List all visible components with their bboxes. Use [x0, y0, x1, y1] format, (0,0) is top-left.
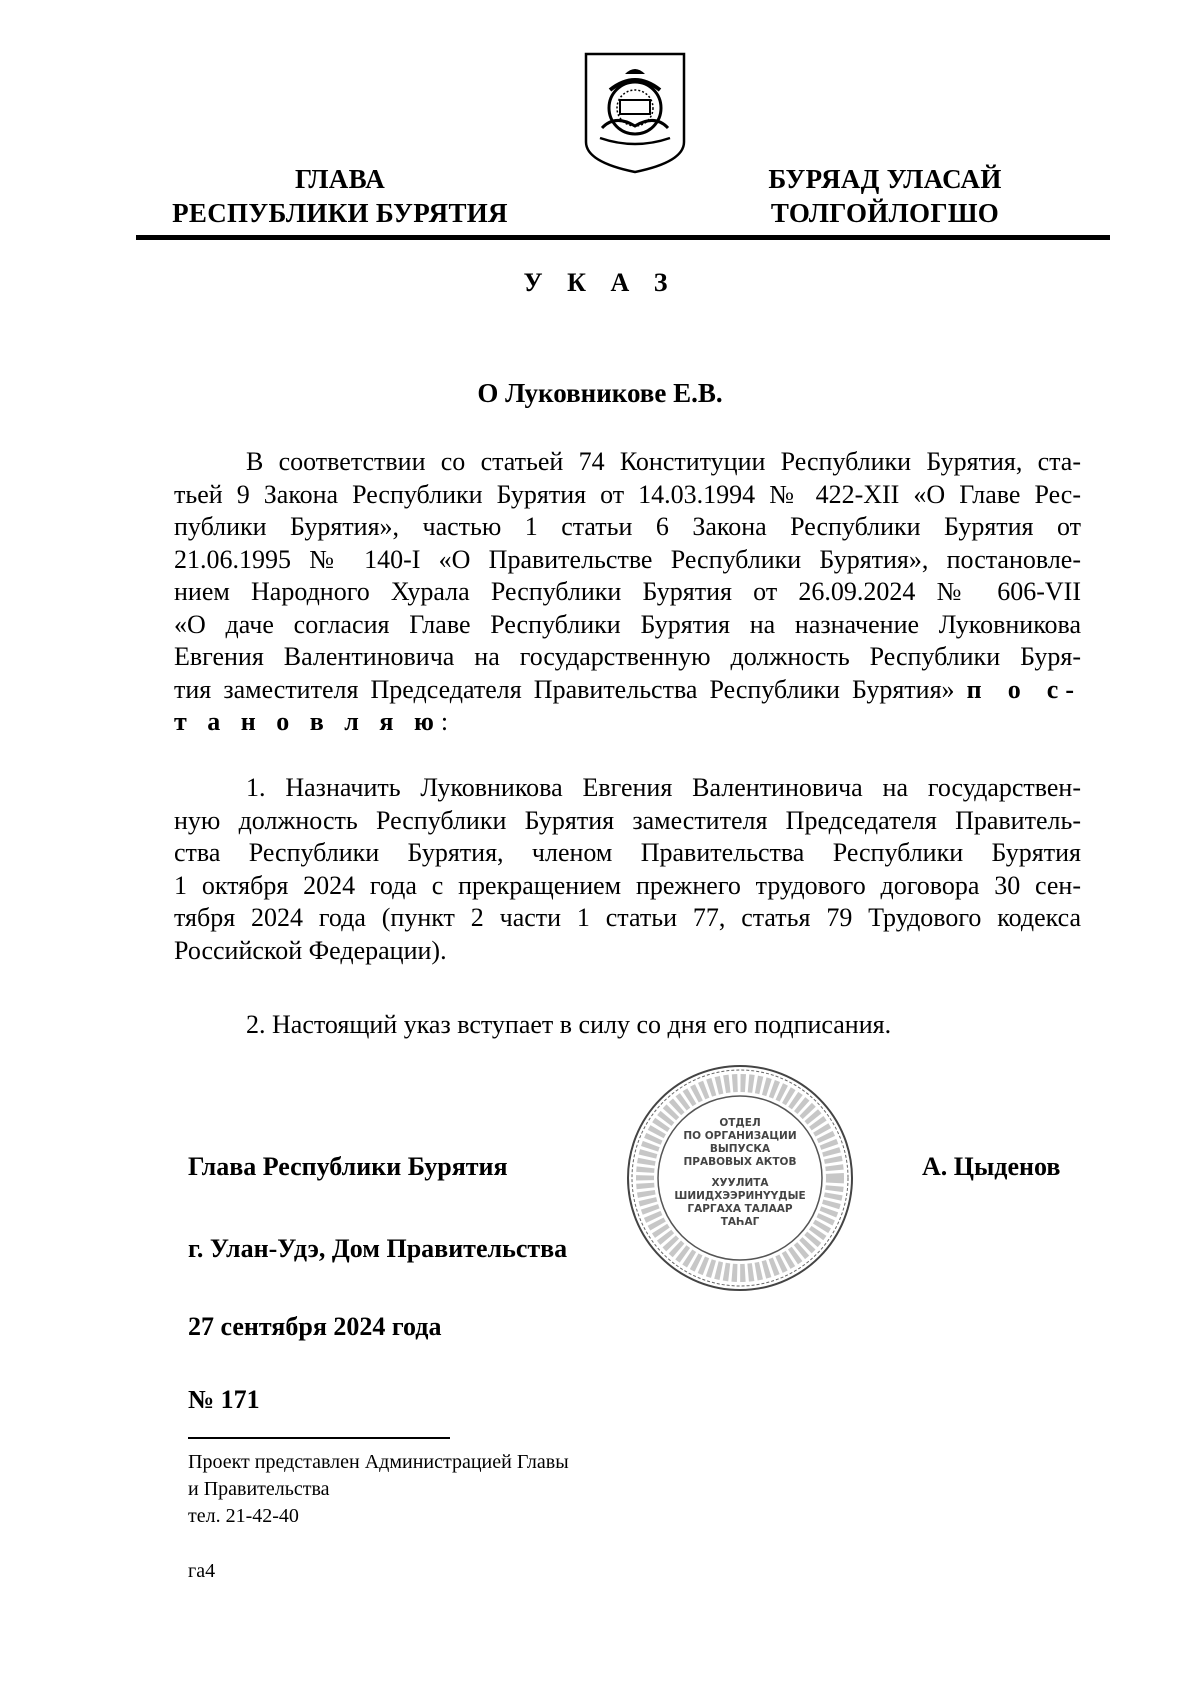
stamp-line: ОТДЕЛ: [719, 1117, 761, 1129]
header-right-line2: ТОЛГОЙЛОГШО: [770, 198, 1000, 228]
item1-line: 1 октября 2024 года с прекращением прежнего трудового договора 30 сен-: [174, 870, 1081, 900]
stamp-line: ПРАВОВЫХ АКТОВ: [683, 1156, 797, 1168]
signing-place: г. Улан-Удэ, Дом Правительства: [188, 1234, 568, 1263]
decree-word-line: [174, 706, 1081, 739]
footer-phone: тел. 21-42-40: [188, 1505, 299, 1527]
stamp-line: ПО ОРГАНИЗАЦИИ: [683, 1130, 797, 1142]
header-right-line1: БУРЯАД УЛАСАЙ: [768, 164, 1002, 194]
footer-line: и Правительства: [188, 1478, 330, 1500]
preamble-line: «О даче согласия Главе Республики Бурятия на назначение Луковникова: [174, 609, 1081, 639]
preamble-line-last: [174, 674, 1081, 707]
stamp-line: ВЫПУСКА: [709, 1143, 771, 1155]
item1-line: 1. Назначить Луковникова Евгения Валентиновича на государствен-: [246, 773, 1081, 802]
decree-item-2: 2. Настоящий указ вступает в силу со дня его подписания.: [246, 1010, 892, 1039]
stamp-line: ГАРГАХА ТАЛААР: [687, 1203, 793, 1215]
document-subject: О Луковникове Е.В.: [477, 378, 723, 408]
preamble-line: Евгения Валентиновича на государственную должность Республики Буря-: [174, 642, 1081, 671]
footer-line: Проект представлен Администрацией Главы: [188, 1451, 569, 1473]
preamble: [174, 446, 1081, 739]
preamble-line: 21.06.1995 № 140-I «О Правительстве Республики Бурятия», постановле-: [174, 544, 1081, 574]
header-rule: [136, 235, 1110, 240]
document-number: № 171: [188, 1385, 260, 1414]
document-type: У К А З: [523, 268, 677, 297]
preamble-line: В соответствии со статьей 74 Конституции Республики Бурятия, ста-: [246, 447, 1081, 476]
item1-line: Российской Федерации).: [174, 935, 447, 965]
preamble-line: публики Бурятия», частью 1 статьи 6 Закона Республики Бурятия от: [174, 512, 1081, 541]
item1-line: ную должность Республики Бурятия заместителя Председателя Правитель-: [174, 805, 1081, 835]
header-left: [160, 162, 520, 230]
footer-rule: [188, 1437, 450, 1439]
preamble-line: тия заместителя Председателя Правительства Республики Бурятия»: [174, 674, 955, 704]
header-left-line2: РЕСПУБЛИКИ БУРЯТИЯ: [172, 198, 508, 228]
stamp-line: ХУУЛИТА: [711, 1177, 769, 1189]
official-seal-icon: [624, 1062, 856, 1294]
preamble-line: нием Народного Хурала Республики Бурятия от 26.09.2024 № 606-VII: [174, 577, 1081, 606]
stamp-line: ТАҺАГ: [720, 1216, 760, 1228]
item1-line: ства Республики Бурятия, членом Правительства Республики Бурятия: [174, 838, 1081, 867]
decree-word-part1: п о с-: [966, 674, 1081, 704]
decree-colon: :: [440, 707, 449, 736]
header-left-line1: ГЛАВА: [294, 164, 386, 194]
stamp-line: ШИИДХЭЭРИНҮҮДЫЕ: [674, 1190, 806, 1202]
decree-item-1: [174, 772, 1081, 967]
signature-name: А. Цыденов: [922, 1152, 1061, 1181]
decree-word-part2: т а н о в л я ю: [174, 707, 441, 736]
preamble-line: тьей 9 Закона Республики Бурятия от 14.03.1994 № 422-XII «О Главе Рес-: [174, 479, 1081, 509]
signing-date: 27 сентября 2024 года: [188, 1312, 442, 1341]
document-code: га4: [188, 1560, 216, 1582]
signature-title: Глава Республики Бурятия: [188, 1152, 508, 1181]
coat-of-arms-icon: [580, 50, 690, 176]
item1-line: тября 2024 года (пункт 2 части 1 статьи 77, статья 79 Трудового кодекса: [174, 903, 1081, 932]
header-right: [740, 162, 1030, 230]
